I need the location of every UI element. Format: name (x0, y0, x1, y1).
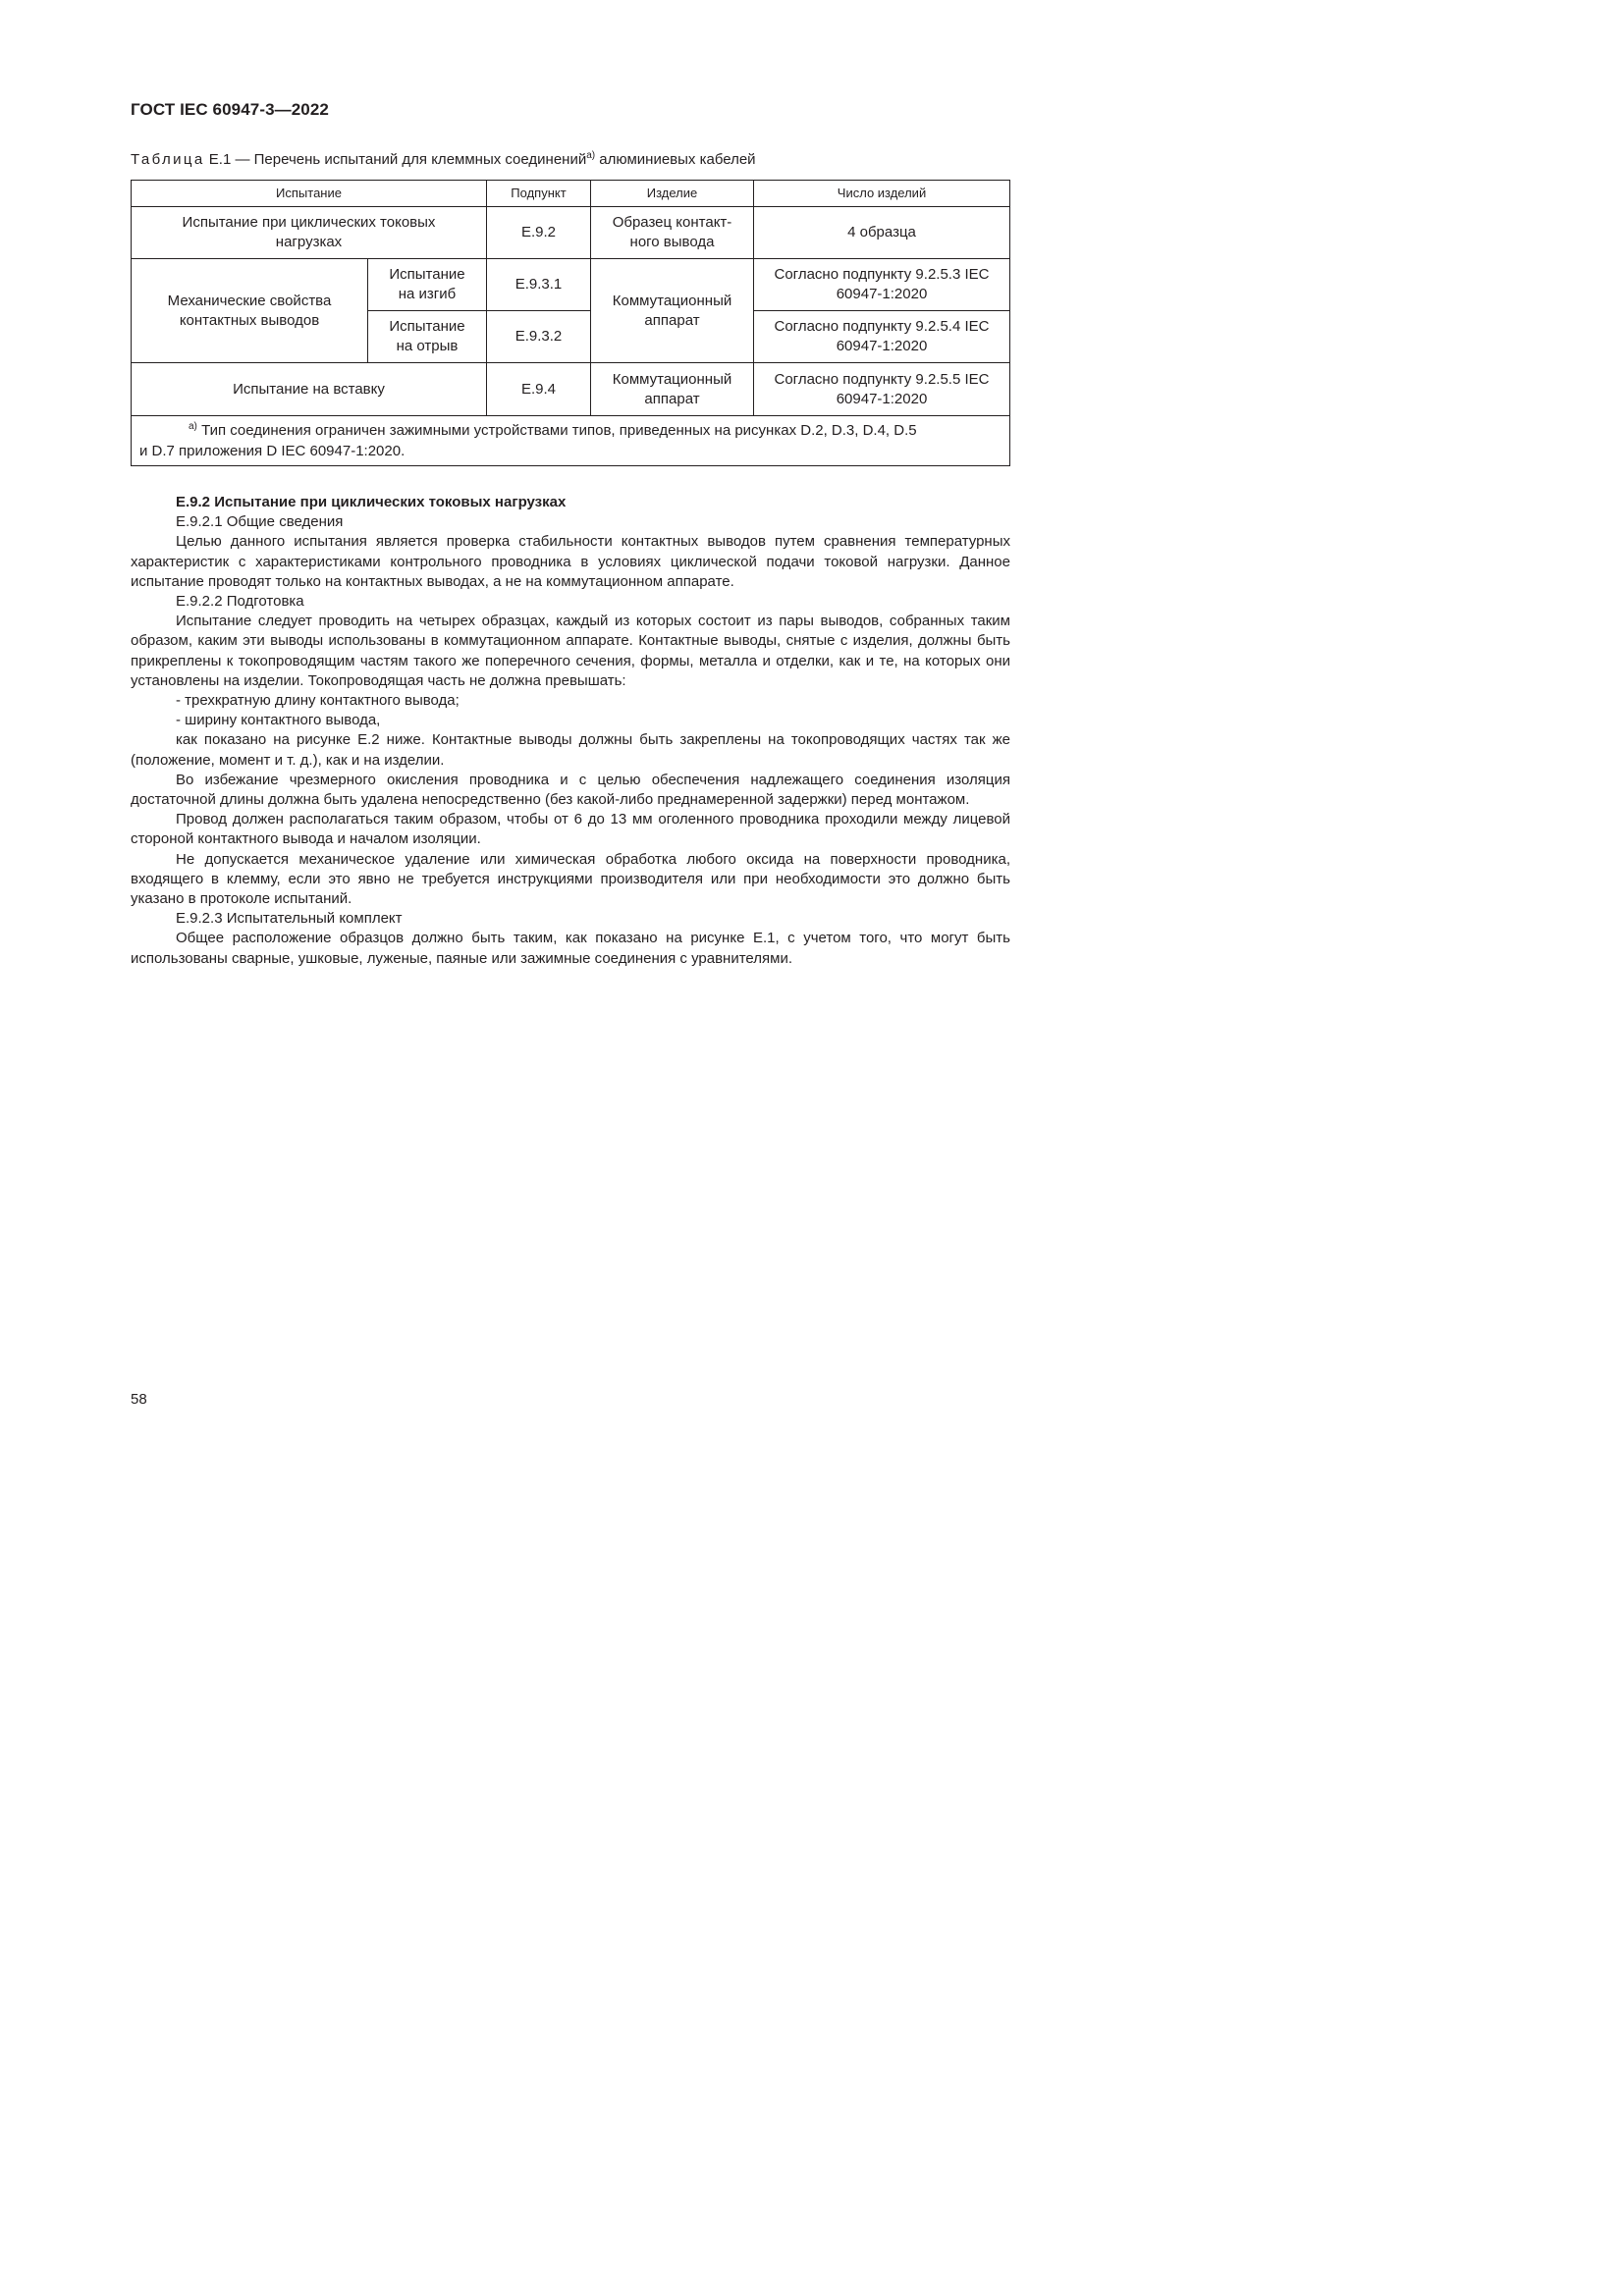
column-header-test: Испытание (132, 181, 487, 207)
page-number: 58 (131, 1391, 147, 1408)
paragraph: Испытание следует проводить на четырех образцах, каждый из которых состоит из пары выводов, собранных таким образом, каким эти выводы использованы в коммутационном аппарате. Контактные выводы, снятые с изделия, должны быть прикреплены к токопроводящим частям такого же поперечного сечения, формы, металла и отделки, как и те, на которых они установлены на изделии. Токопроводящая часть не должна превышать: (131, 613, 1010, 689)
table-cell-test: Испытание на вставку (132, 363, 487, 416)
list-item: - ширину контактного вывода, (176, 712, 381, 729)
table-cell-group: Механические свойства контактных выводов (132, 259, 368, 363)
table-cell-clause: Е.9.4 (487, 363, 591, 416)
table-cell-count: Согласно подпункту 9.2.5.4 IEC 60947-1:2020 (754, 311, 1010, 363)
column-header-clause: Подпункт (487, 181, 591, 207)
paragraph: Не допускается механическое удаление или химическая обработка любого оксида на поверхности проводника, входящего в клемму, если это явно не требуется инструкциями производителя или при необходимости это должно быть указано в протоколе испытаний. (131, 850, 1010, 908)
footnote-mark: а) (189, 421, 197, 432)
table-footnote-row (132, 416, 1010, 466)
table-cell-item: Коммутационный аппарат (591, 363, 754, 416)
table-cell-clause: Е.9.3.2 (487, 311, 591, 363)
table-caption (131, 151, 756, 168)
list-item: - трехкратную длину контактного вывода; (176, 692, 460, 710)
column-header-count: Число изделий (754, 181, 1010, 207)
paragraph: Целью данного испытания является проверка стабильности контактных выводов путем сравнения температурных характеристик с характеристиками контрольного проводника в условиях циклической подачи токовой нагрузки. Данное испытание проводят только на контактных выводах, а не на коммутационном аппарате. (131, 533, 1010, 590)
table-caption-text: Е.1 — Перечень испытаний для клеммных соединений (204, 151, 587, 168)
footnote-line: и D.7 приложения D IEC 60947-1:2020. (139, 443, 406, 459)
table-row (132, 207, 1010, 259)
table-row (132, 259, 1010, 311)
table-cell-item: Образец контакт-ного вывода (591, 207, 754, 259)
subsection-title: Е.9.2.2 Подготовка (176, 593, 304, 611)
footnote-line (139, 420, 1000, 441)
section-body (131, 493, 1010, 969)
column-header-item: Изделие (591, 181, 754, 207)
section-heading: Е.9.2 Испытание при циклических токовых нагрузках (176, 494, 567, 510)
table-cell-count: 4 образца (754, 207, 1010, 259)
table-cell-clause: Е.9.3.1 (487, 259, 591, 311)
paragraph: Во избежание чрезмерного окисления проводника и с целью обеспечения надлежащего соединения изоляция достаточной длины должна быть удалена непосредственно (без какой-либо преднамеренной задержки) перед монтажом. (131, 771, 1010, 809)
table-footnote (132, 416, 1010, 466)
footnote-mark: а) (586, 150, 596, 161)
table-header-row (132, 181, 1010, 207)
table-cell-test: Испытание при циклических токовых нагрузках (132, 207, 487, 259)
table-row (132, 363, 1010, 416)
paragraph: Общее расположение образцов должно быть таким, как показано на рисунке Е.1, с учетом того, что могут быть использованы сварные, ушковые, луженые, паяные или зажимные соединения с уравнителями. (131, 930, 1010, 967)
subsection-title: Е.9.2.1 Общие сведения (176, 513, 344, 531)
table-cell-subtest: Испытание на изгиб (368, 259, 487, 311)
document-header: ГОСТ IEC 60947-3—2022 (131, 100, 329, 119)
table-cell-subtest: Испытание на отрыв (368, 311, 487, 363)
footnote-text: Тип соединения ограничен зажимными устройствами типов, приведенных на рисунках D.2, D.3, D.4, D.5 (196, 422, 917, 439)
table-caption-label: Таблица (131, 151, 205, 168)
table-cell-clause: Е.9.2 (487, 207, 591, 259)
paragraph: как показано на рисунке Е.2 ниже. Контактные выводы должны быть закреплены на токопроводящих частях так же (положение, момент и т. д.), как и на изделии. (131, 731, 1010, 769)
table-cell-item: Коммутационный аппарат (591, 259, 754, 363)
subsection-title: Е.9.2.3 Испытательный комплект (176, 910, 403, 928)
paragraph: Провод должен располагаться таким образом, чтобы от 6 до 13 мм оголенного проводника проходили между лицевой стороной контактного вывода и началом изоляции. (131, 811, 1010, 848)
table-cell-count: Согласно подпункту 9.2.5.5 IEC 60947-1:2020 (754, 363, 1010, 416)
test-list-table (131, 180, 1010, 466)
table-caption-text-end: алюминиевых кабелей (595, 151, 756, 168)
table-cell-count: Согласно подпункту 9.2.5.3 IEC 60947-1:2020 (754, 259, 1010, 311)
